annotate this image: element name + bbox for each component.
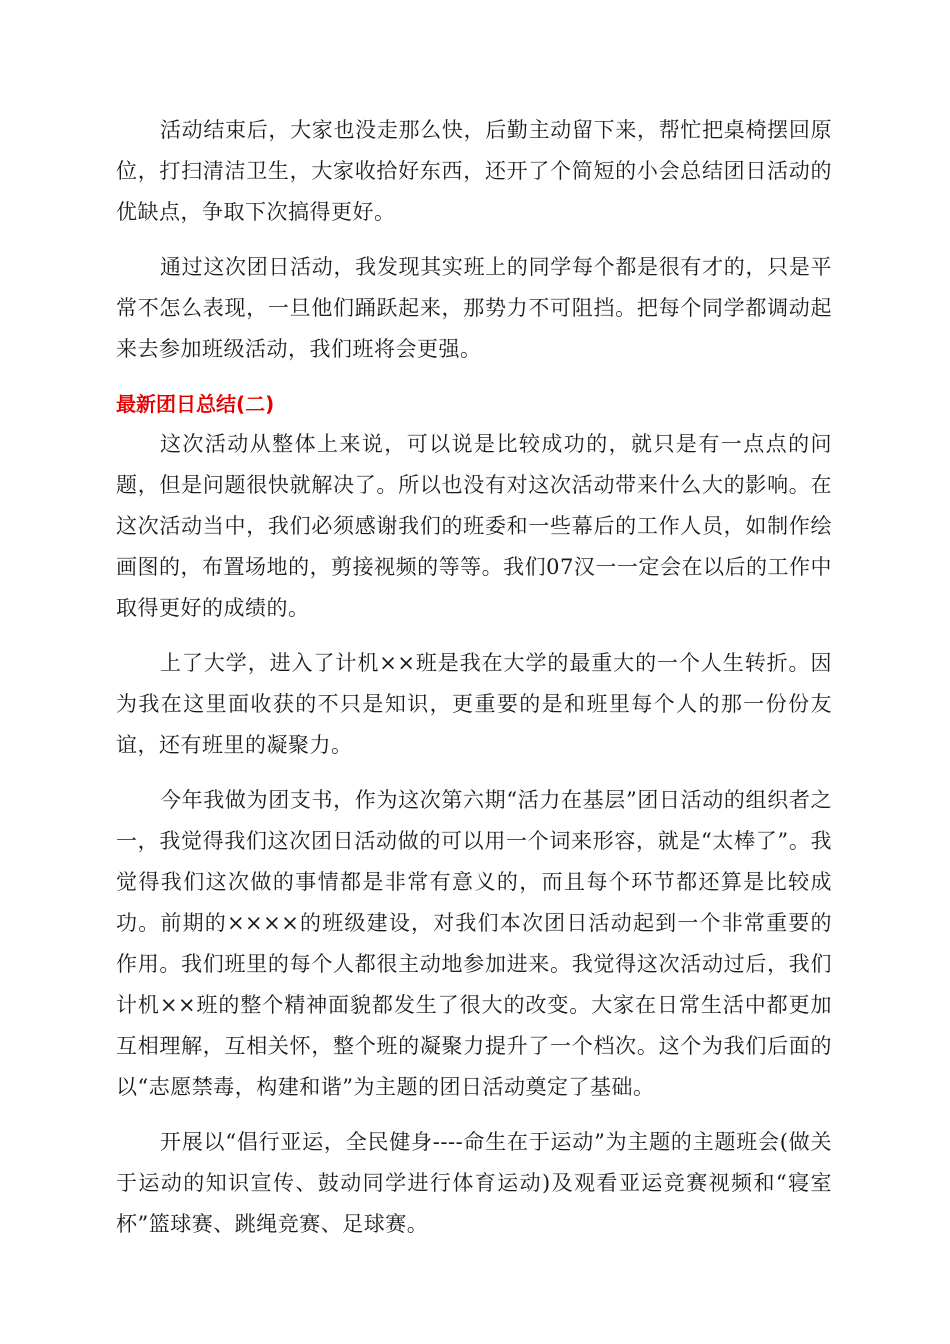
paragraph-activity-end: 活动结束后，大家也没走那么快，后勤主动留下来，帮忙把桌椅摆回原位，打扫清洁卫生，大家收拾好东西，还开了个简短的小会总结团日活动的优缺点，争取下次搞得更好。 bbox=[116, 118, 832, 224]
paragraph-university-turning-point: 上了大学，进入了计机××班是我在大学的最重大的一个人生转折。因为我在这里面收获的不只是知识，更重要的是和班里每个人的那一份份友谊，还有班里的凝聚力。 bbox=[116, 651, 832, 757]
paragraph-asian-games-meeting: 开展以“倡行亚运，全民健身----命生在于运动”为主题的主题班会(做关于运动的知识宣传、鼓动同学进行体育运动)及观看亚运竞赛视频和“寝室杯”篮球赛、跳绳竞赛、足球赛。 bbox=[116, 1130, 832, 1236]
paragraph-league-secretary: 今年我做为团支书，作为这次第六期“活力在基层”团日活动的组织者之一，我觉得我们这次团日活动做的可以用一个词来形容，就是“太棒了”。我觉得我们这次做的事情都是非常有意义的，而且每个环节都还算是比较成功。前期的××××的班级建设，对我们本次团日活动起到一个非常重要的作用。我们班里的每个人都很主动地参加进来。我觉得这次活动过后，我们计机××班的整个精神面貌都发生了很大的改变。大家在日常生活中都更加互相理解，互相关怀，整个班的凝聚力提升了一个档次。这个为我们后面的以“志愿禁毒，构建和谐”为主题的团日活动奠定了基础。 bbox=[116, 788, 832, 1099]
paragraph-overall-success: 这次活动从整体上来说，可以说是比较成功的，就只是有一点点的问题，但是问题很快就解决了。所以也没有对这次活动带来什么大的影响。在这次活动当中，我们必须感谢我们的班委和一些幕后的工作人员，如制作绘画图的，布置场地的，剪接视频的等等。我们07汉一一定会在以后的工作中取得更好的成绩的。 bbox=[116, 432, 832, 620]
paragraph-reflection: 通过这次团日活动，我发现其实班上的同学每个都是很有才的，只是平常不怎么表现，一旦他们踊跃起来，那势力不可阻挡。把每个同学都调动起来去参加班级活动，我们班将会更强。 bbox=[116, 255, 832, 361]
section-heading: 最新团日总结(二) bbox=[116, 392, 275, 416]
document-body bbox=[116, 110, 832, 1245]
